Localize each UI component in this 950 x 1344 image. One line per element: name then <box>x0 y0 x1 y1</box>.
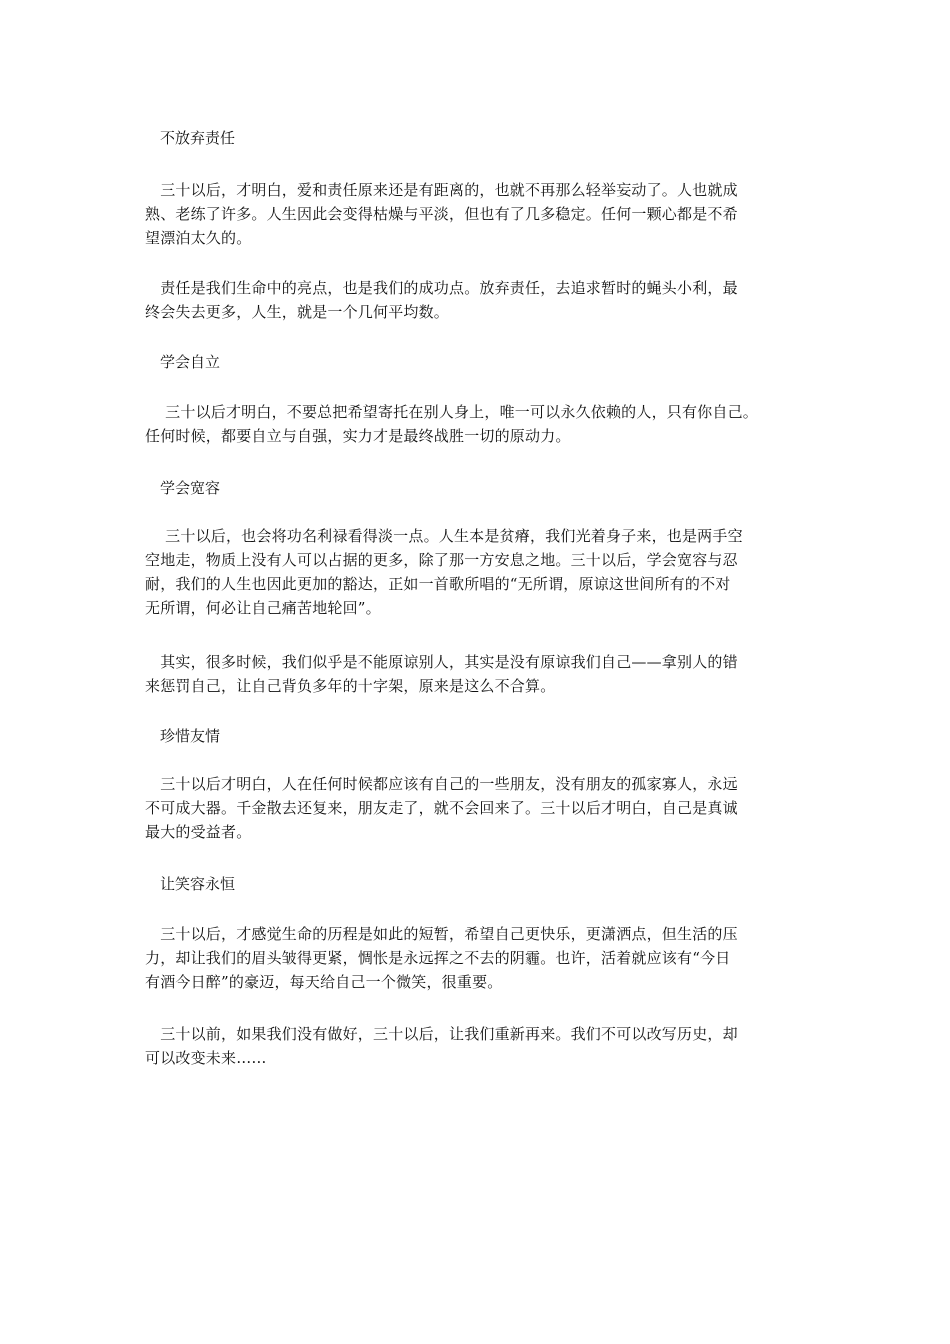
text-line: 力，却让我们的眉头皱得更紧，惆怅是永远挥之不去的阴霾。也许，活着就应该有“今日 <box>145 949 731 967</box>
paragraph <box>145 650 815 698</box>
text-line: 望漂泊太久的。 <box>145 229 252 247</box>
paragraph <box>145 178 815 250</box>
paragraph <box>145 922 815 994</box>
text-line: 不可成大器。千金散去还复来，朋友走了，就不会回来了。三十以后才明白，自己是真诚 <box>145 799 738 817</box>
text-line: 可以改变未来…… <box>145 1049 267 1067</box>
text-line: 三十以前，如果我们没有做好，三十以后，让我们重新再来。我们不可以改写历史，却 <box>145 1025 738 1043</box>
text-line: 最大的受益者。 <box>145 823 252 841</box>
section-heading: 让笑容永恒 <box>160 875 236 893</box>
text-line: 来惩罚自己，让自己背负多年的十字架，原来是这么不合算。 <box>145 677 556 695</box>
text-line: 无所谓，何必让自己痛苦地轮回”。 <box>145 599 381 617</box>
text-line: 责任是我们生命中的亮点，也是我们的成功点。放弃责任，去追求暂时的蝇头小利，最 <box>145 279 738 297</box>
text-line: 三十以后才明白，不要总把希望寄托在别人身上，唯一可以永久依赖的人，只有你自己。 <box>145 403 758 421</box>
section-heading: 不放弃责任 <box>160 129 236 147</box>
section-heading: 学会自立 <box>160 353 221 371</box>
section-heading: 学会宽容 <box>160 479 221 497</box>
text-line: 三十以后，也会将功名利禄看得淡一点。人生本是贫瘠，我们光着身子来，也是两手空 <box>145 527 743 545</box>
text-line: 耐，我们的人生也因此更加的豁达，正如一首歌所唱的“无所谓，原谅这世间所有的不对 <box>145 575 731 593</box>
text-line: 任何时候，都要自立与自强，实力才是最终战胜一切的原动力。 <box>145 427 571 445</box>
text-line: 熟、老练了许多。人生因此会变得枯燥与平淡，但也有了几多稳定。任何一颗心都是不希 <box>145 205 738 223</box>
paragraph <box>145 524 815 620</box>
text-line: 三十以后，才明白，爱和责任原来还是有距离的，也就不再那么轻举妄动了。人也就成 <box>145 181 738 199</box>
paragraph <box>145 400 815 448</box>
text-line: 有酒今日醉”的豪迈，每天给自己一个微笑，很重要。 <box>145 973 503 991</box>
paragraph <box>145 276 815 324</box>
text-line: 其实，很多时候，我们似乎是不能原谅别人，其实是没有原谅我们自己——拿别人的错 <box>145 653 738 671</box>
section-heading: 珍惜友情 <box>160 727 221 745</box>
text-line: 三十以后才明白，人在任何时候都应该有自己的一些朋友，没有朋友的孤家寡人，永远 <box>145 775 738 793</box>
paragraph <box>145 772 815 844</box>
text-line: 空地走，物质上没有人可以占据的更多，除了那一方安息之地。三十以后，学会宽容与忍 <box>145 551 738 569</box>
paragraph <box>145 1022 815 1070</box>
text-line: 终会失去更多，人生，就是一个几何平均数。 <box>145 303 450 321</box>
text-line: 三十以后，才感觉生命的历程是如此的短暂，希望自己更快乐，更潇洒点，但生活的压 <box>145 925 738 943</box>
